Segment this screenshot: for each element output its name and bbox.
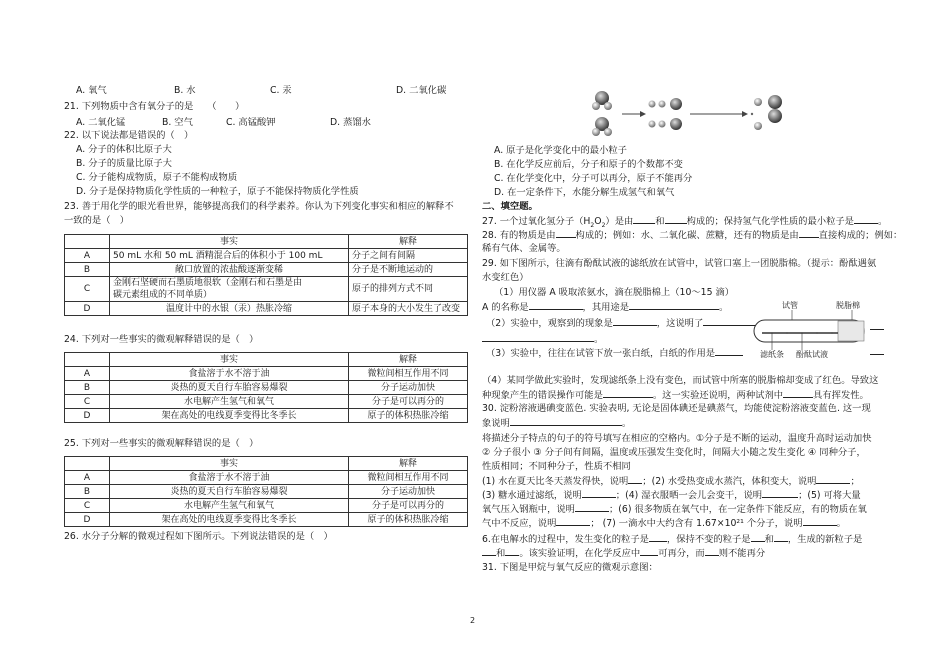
q29-line8: （4）某同学做此实验时，发现滤纸条上没有变色，而试管中所塞的脱脂棉却变成了红色。导致这	[482, 375, 879, 386]
q30-line2	[482, 416, 631, 430]
q29-line1: 29. 如下图所示，往滴有酚酞试液的滤纸放在试管中，试管口塞上一团脱脂棉。（提示：酚酞遇氨	[482, 258, 877, 269]
answer-blank[interactable]	[705, 546, 719, 556]
table-row	[65, 395, 468, 409]
props-text: (3) 糖水通过滤纸，说明	[482, 490, 582, 501]
q25-stem: 25. 下列对一些事实的微观解释错误的是（ ）	[64, 438, 259, 449]
table-cell: 分子是可以再分的	[349, 395, 468, 409]
table-cell: 原子的体积热胀冷缩	[349, 409, 468, 423]
q30-text: 象说明	[482, 418, 510, 429]
subscript: 2	[590, 221, 595, 229]
props-text: ；(6) 很多物质在氧气中，在一定条件下能反应，有的物质在氧	[608, 504, 867, 515]
q21-option-d: D. 蒸馏水	[330, 117, 371, 128]
answer-blank[interactable]	[556, 516, 590, 526]
table-cell: B	[65, 263, 110, 277]
table-cell: 水电解产生氢气和氧气	[110, 395, 349, 409]
props-line4	[482, 474, 860, 488]
q21-option-a: A. 二氧化锰	[76, 117, 126, 128]
q29-text: 。	[719, 302, 729, 313]
q23-table	[64, 234, 468, 316]
table-row	[65, 409, 468, 423]
answer-blank[interactable]	[482, 546, 496, 556]
answer-blank[interactable]	[529, 300, 583, 310]
q21-option-b: B. 空气	[162, 117, 193, 128]
q6-text: ，生成的新粒子是	[787, 534, 863, 545]
table-header: 解释	[349, 353, 468, 367]
q29-line2: 水变红色）	[482, 272, 529, 283]
answer-blank[interactable]	[633, 214, 655, 224]
table-cell: 分子运动加快	[349, 485, 468, 499]
table-cell: 微粒间相互作用不同	[349, 367, 468, 381]
answer-blank[interactable]	[816, 474, 850, 484]
q24-table	[64, 352, 468, 423]
q24-stem: 24. 下列对一些事实的微观解释错误的是（ ）	[64, 334, 259, 345]
q28-line1	[482, 228, 902, 242]
q28-line2: 稀有气体、金属等。	[482, 243, 566, 254]
table-cell: 炎热的夏天自行车胎容易爆裂	[110, 485, 349, 499]
q29-line4	[482, 300, 728, 314]
q22-stem: 22. 以下说法都是错误的（ ）	[64, 130, 194, 141]
table-cell: 分子运动加快	[349, 381, 468, 395]
table-cell: 食盐溶于水不溶于油	[110, 367, 349, 381]
table-header: 事实	[110, 235, 349, 249]
q29-text: 。这一实验还说明，两种试剂中	[652, 390, 784, 401]
answer-blank[interactable]	[603, 388, 653, 398]
q29-line3: （1）用仪器 A 吸取浓氨水，滴在脱脂棉上（10～15 滴）	[494, 287, 735, 298]
label-test-tube: 试管	[782, 301, 798, 310]
q22-option-b: B. 分子的质量比原子大	[76, 158, 172, 169]
answer-blank[interactable]	[665, 214, 687, 224]
props-text: 。	[836, 518, 846, 529]
q29-text: （2）实验中，观察到的现象是	[486, 318, 613, 329]
q22-option-c: C. 分子能构成物质，原子不能构成物质	[76, 172, 238, 183]
q20-option-c: C. 汞	[270, 85, 292, 96]
q20-option-b: B. 水	[174, 85, 196, 96]
props-text: ；(5) 可将大量	[798, 490, 861, 501]
table-cell: 分子是不断地运动的	[349, 263, 468, 277]
table-cell	[65, 235, 110, 249]
props-line5	[482, 488, 861, 502]
q6-text: 和	[496, 548, 506, 559]
q6-line1	[482, 532, 862, 546]
q23-stem-line2: 一致的是（ ）	[64, 215, 130, 226]
table-cell: D	[65, 409, 110, 423]
props-text: 气中不反应，说明	[482, 518, 557, 529]
q6-line2	[482, 546, 765, 560]
q29-text: （3）实验中，往往在试管下放一张白纸，白纸的作用是	[486, 348, 716, 359]
q29-text: 具有挥发性。	[813, 390, 869, 401]
table-row	[65, 249, 468, 263]
q28-text: 构成的；例如：水、二氧化碳、蔗糖，还有的物质是由	[575, 230, 799, 241]
answer-blank[interactable]	[556, 228, 576, 238]
answer-blank[interactable]	[870, 345, 884, 355]
q29-text: A 的名称是	[482, 302, 529, 313]
q29-text: 。	[594, 334, 604, 345]
table-cell: D	[65, 513, 110, 527]
q6-text: 6.在电解水的过程中，发生变化的粒子是	[482, 534, 649, 545]
table-row	[65, 499, 468, 513]
table-header: 事实	[110, 457, 349, 471]
q27-text: 和	[655, 216, 665, 227]
q29-line6	[482, 332, 603, 346]
q26-stem: 26. 水分子分解的微观过程如下图所示。下列说法错误的是（ ）	[64, 531, 333, 542]
section-title: 二、填空题。	[482, 201, 538, 212]
props-text: (1) 水在夏天比冬天蒸发得快，说明	[482, 476, 629, 487]
page-number: 2	[470, 616, 476, 625]
table-cell: A	[65, 367, 110, 381]
q21-stem: 21. 下列物质中含有氧分子的是 （ ）	[64, 101, 245, 112]
water-molecule	[592, 117, 612, 136]
props-text: ；(2) 水受热变成水蒸汽，体积变大，说明	[642, 476, 817, 487]
answer-blank[interactable]	[582, 488, 616, 498]
table-cell: 微粒间相互作用不同	[349, 471, 468, 485]
props-line7	[482, 516, 846, 530]
water-molecule	[592, 91, 612, 110]
table-row	[65, 302, 468, 316]
table-cell: 炎热的夏天自行车胎容易爆裂	[110, 381, 349, 395]
table-cell: C	[65, 395, 110, 409]
table-cell: D	[65, 302, 110, 316]
table-cell: 分子是可以再分的	[349, 499, 468, 513]
q26-option-a: A. 原子是化学变化中的最小粒子	[494, 145, 627, 156]
answer-blank[interactable]	[628, 474, 642, 484]
props-text: ；	[850, 476, 860, 487]
row-c-line1: 金刚石坚硬而石墨质地很软（金刚石和石墨是由	[113, 278, 303, 288]
q29-text: ，这说明了	[656, 318, 704, 329]
table-cell: C	[65, 499, 110, 513]
q21-option-c: C. 高锰酸钾	[226, 117, 276, 128]
table-cell: A	[65, 249, 110, 263]
answer-blank[interactable]	[854, 214, 878, 224]
table-row	[65, 263, 468, 277]
answer-blank[interactable]	[799, 228, 819, 238]
table-cell: B	[65, 485, 110, 499]
q31-stem: 31. 下图是甲烷与氧气反应的微观示意图：	[482, 562, 658, 573]
table-cell: 架在高处的电线夏季变得比冬季长	[110, 513, 349, 527]
q6-text: 可再分，而	[658, 548, 705, 559]
water-decomposition-diagram	[592, 84, 792, 144]
table-cell: 原子的体积热胀冷缩	[349, 513, 468, 527]
q27-text: ）是由	[605, 216, 634, 227]
table-row	[65, 485, 468, 499]
label-phenolphthalein: 酚酞试液	[796, 350, 828, 359]
answer-blank[interactable]	[629, 300, 719, 310]
q27-text: 27. 一个过氧化氢分子（H	[482, 216, 591, 227]
table-cell: 原子本身的大小发生了改变	[349, 302, 468, 316]
table-row	[65, 471, 468, 485]
table-header: 解释	[349, 235, 468, 249]
q27-text: O	[594, 216, 602, 227]
q29-line7	[486, 346, 743, 360]
q6-text: 则不能再分	[718, 548, 766, 559]
table-cell: B	[65, 381, 110, 395]
table-row	[65, 381, 468, 395]
q22-option-d: D. 分子是保持物质化学性质的一种粒子，原子不能保持物质化学性质	[76, 186, 359, 197]
table-header-row	[65, 457, 468, 471]
props-line6	[482, 502, 867, 516]
table-row	[65, 513, 468, 527]
answer-blank[interactable]	[870, 320, 884, 330]
q29-text: 种现象产生的错误操作可能是	[482, 390, 603, 401]
label-filter-paper: 滤纸条	[760, 350, 784, 359]
q20-option-a: A. 氧气	[76, 85, 107, 96]
table-cell	[110, 277, 349, 302]
q29-line5	[486, 316, 763, 330]
table-cell: 架在高处的电线夏季变得比冬季长	[110, 409, 349, 423]
answer-blank[interactable]	[783, 388, 813, 398]
q30-text: 。	[621, 418, 632, 429]
table-cell: 温度计中的水银（汞）热胀冷缩	[110, 302, 349, 316]
row-c-line2: 碳元素组成的不同单质）	[113, 290, 213, 300]
table-cell: 食盐溶于水不溶于油	[110, 471, 349, 485]
props-line3: 性质相同；不同种分子，性质不相同	[482, 461, 631, 472]
table-header-row	[65, 235, 468, 249]
q30-line1: 30. 淀粉溶液遇碘变蓝色. 实验表明, 无论是固体碘还是碘蒸气，均能使淀粉溶液变蓝色. 这一现	[482, 403, 871, 414]
q29-text: ，其用途是	[582, 302, 630, 313]
q26-option-b: B. 在化学反应前后，分子和原子的个数都不变	[494, 159, 683, 170]
table-header-row	[65, 353, 468, 367]
props-text: ； (7) 一滴水中大约含有 1.67×10²¹ 个分子，说明	[590, 518, 803, 529]
q28-text: 28. 有的物质是由	[482, 230, 556, 241]
table-header: 事实	[110, 353, 349, 367]
q28-text: 直接构成的；例如：	[818, 230, 903, 241]
q26-option-c: C. 在化学变化中，分子可以再分，原子不能再分	[494, 173, 693, 184]
answer-blank[interactable]	[751, 532, 765, 542]
answer-blank[interactable]	[510, 416, 622, 426]
q23-stem-line1: 23. 善于用化学的眼光看世界，能够提高我们的科学素养。你认为下列变化事实和相应的解释不	[64, 201, 454, 212]
q29-line9	[482, 388, 869, 402]
table-cell: 敞口放置的浓盐酸逐渐变稀	[110, 263, 349, 277]
q26-option-d: D. 在一定条件下，水能分解生成氢气和氧气	[494, 187, 675, 198]
table-cell: A	[65, 471, 110, 485]
table-cell	[65, 457, 110, 471]
q27-text: 。	[877, 216, 888, 227]
answer-blank[interactable]	[649, 532, 667, 542]
answer-blank[interactable]	[505, 546, 519, 556]
props-text: ；(4) 湿衣服晒一会儿会变干，说明	[615, 490, 763, 501]
table-row	[65, 277, 468, 302]
table-cell: 分子之间有间隔	[349, 249, 468, 263]
props-text: 氧气压入钢瓶中，说明	[482, 504, 575, 515]
props-line1: 将描述分子特点的句子的符号填写在相应的空格内。①分子是不断的运动，温度升高时运动加快	[482, 433, 872, 444]
answer-blank[interactable]	[803, 516, 837, 526]
answer-blank[interactable]	[715, 346, 743, 356]
subscript: 2	[601, 221, 606, 229]
answer-blank[interactable]	[482, 332, 594, 342]
q6-text: 。该实验证明，在化学反应中	[519, 548, 641, 559]
props-line2: ② 分子很小 ③ 分子间有间隔，温度或压强发生变化时，间隔大小随之发生变化 ④ 同种分子，	[482, 447, 866, 458]
table-cell: 50 mL 水和 50 mL 酒精混合后的体积小于 100 mL	[110, 249, 349, 263]
table-cell	[65, 353, 110, 367]
answer-blank[interactable]	[762, 488, 798, 498]
table-header: 解释	[349, 457, 468, 471]
answer-blank[interactable]	[613, 316, 657, 326]
answer-blank[interactable]	[640, 546, 658, 556]
q20-option-d: D. 二氧化碳	[396, 85, 447, 96]
q6-text: 和	[764, 534, 774, 545]
q27-text: 构成的；保持氢气化学性质的最小粒子是	[686, 216, 854, 227]
table-cell: 水电解产生氢气和氧气	[110, 499, 349, 513]
q22-option-a: A. 分子的体积比原子大	[76, 144, 172, 155]
table-row	[65, 367, 468, 381]
answer-blank[interactable]	[774, 532, 788, 542]
answer-blank[interactable]	[575, 502, 609, 512]
q6-text: ，保持不变的粒子是	[666, 534, 751, 545]
table-cell: 原子的排列方式不同	[349, 277, 468, 302]
label-cotton: 脱脂棉	[836, 301, 860, 310]
q25-table	[64, 456, 468, 527]
table-cell: C	[65, 277, 110, 302]
